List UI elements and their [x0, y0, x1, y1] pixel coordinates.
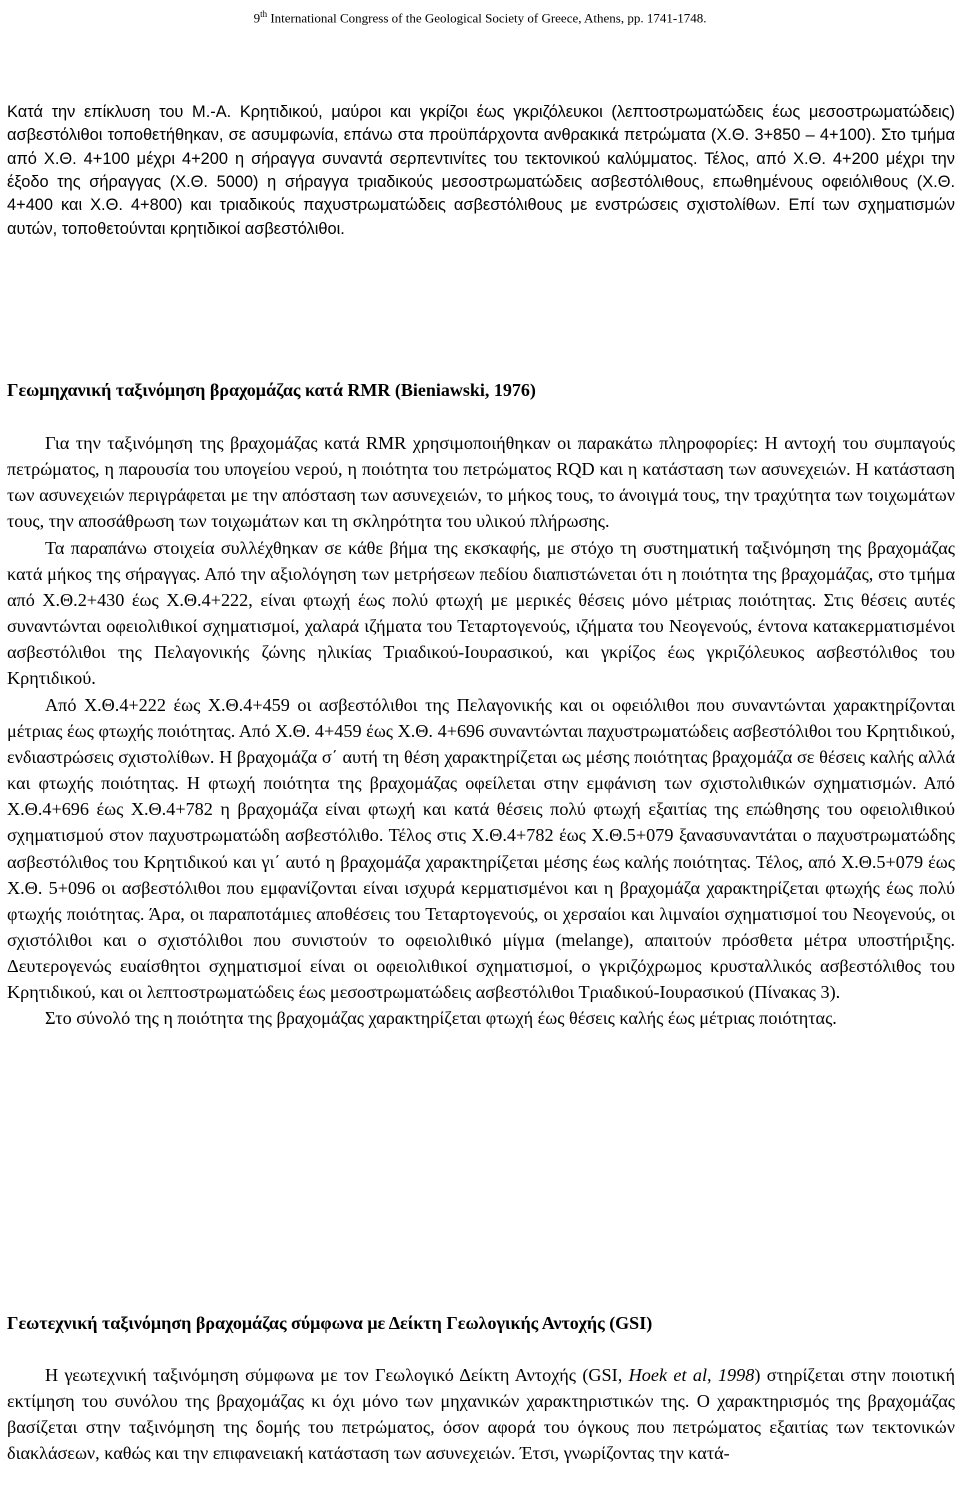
rmr-paragraph: Τα παραπάνω στοιχεία συλλέχθηκαν σε κάθε βήμα της εκσκαφής, με στόχο τη συστηματική ταξινόμηση της βραχομάζας κατά μήκος της σήραγγας. Από την αξιολόγηση των μετρήσεων πεδίου διαπιστώνεται ότι η ποιότητα της βραχομάζας, στο τμήμα από Χ.Θ.2+430 έως Χ.Θ.4+222, είναι φτωχή έως πολύ φτωχή με μερικές θέσεις μόνο μέτριας ποιότητας. Στις θέσεις αυτές συναντώνται οφειολιθικοί σχηματισμοί, χαλαρά ιζήματα του Τεταρτογενούς, ιζήματα του Νεογενούς, έντονα κατακερματισμένοι ασβεστόλιθοι της Πελαγονικής ζώνης ηλικίας Τριαδικού-Ιουρασικού, και γκρίζος έως γκριζόλευκος ασβεστόλιθος του Κρητιδικού.: [7, 537, 955, 689]
rmr-paragraph: Για την ταξινόμηση της βραχομάζας κατά RMR χρησιμοποιήθηκαν οι παρακάτω πληροφορίες: Η αντοχή του συμπαγούς πετρώματος, η παρουσία του υπογείου νερού, η ποιότητα του πετρώματος RQD και η κατάσταση των ασυνεχειών. Η κατάσταση των ασυνεχειών περιγράφεται με την απόσταση των ασυνεχειών, το μήκος τους, το άνοιγμά τους, την τραχύτητα των τοιχωμάτων τους, την αποσάθρωση των τοιχωμάτων και τη σκληρότητα του υλικού πλήρωσης.: [7, 433, 955, 532]
header-text: International Congress of the Geological Society of Greece, Athens, pp. 1741-1748.: [267, 10, 707, 26]
rmr-paragraph: Από Χ.Θ.4+222 έως Χ.Θ.4+459 οι ασβεστόλιθοι της Πελαγονικής και οι οφειόλιθοι που συναντώνται χαρακτηρίζονται μέτριας έως φτωχής ποιότητας. Από Χ.Θ. 4+459 έως Χ.Θ. 4+696 συναντώνται παχυστρωματώδεις ασβεστόλιθοι του Κρητιδικού, ενδιαστρώσεις σχιστολίθων. Η βραχομάζα σ΄ αυτή τη θέση χαρακτηρίζεται ως μέσης ποιότητας βραχομάζα σε θέσεις καλής αλλά και φτωχής ποιότητας. Η φτωχή ποιότητα της βραχομάζας οφείλεται στην εμφάνιση των σχιστολιθικών σχηματισμών. Από Χ.Θ.4+696 έως Χ.Θ.4+782 η βραχομάζα είναι φτωχή και κατά θέσεις πολύ φτωχή εξαιτίας της επώθησης του οφειολιθικού σχηματισμού στον παχυστρωματώδη ασβεστόλιθο. Τέλος στις Χ.Θ.4+782 έως Χ.Θ.5+079 ξανασυναντάται ο παχυστρωματώδης ασβεστόλιθος του Κρητιδικού και γι΄ αυτό η βραχομάζα χαρακτηρίζεται μέσης έως καλής ποιότητας. Τέλος, από Χ.Θ.5+079 έως Χ.Θ. 5+096 οι ασβεστόλιθοι που εμφανίζονται είναι ισχυρά κερματισμένοι και η βραχομάζα χαρακτηρίζεται φτωχής έως πολύ φτωχής ποιότητας. Άρα, οι παραποτάμιες αποθέσεις του Τεταρτογενούς, οι χερσαίοι και λιμναίοι σχηματισμοί του Νεογενούς, οι σχιστόλιθοι και ο σχιστόλιθοι που συνιστούν το οφειολιθικό μίγμα (melange), απαιτούν πρόσθετα μέτρα υποστήριξης. Δευτερογενώς ευαίσθητοι σχηματισμοί είναι οι οφειολιθικοί σχηματισμοί, ο γκριζόχρωμος κρυσταλλικός ασβεστόλιθος του Κρητιδικού, και οι λεπτοστρωματώδεις έως μεσοστρωματώδεις ασβεστόλιθοι Τριαδικού-Ιουρασικού (Πίνακας 3).: [7, 694, 955, 1003]
gsi-paragraph: [7, 1362, 955, 1467]
intro-paragraph: Κατά την επίκλυση του Μ.-Α. Κρητιδικού, μαύροι και γκρίζοι έως γκριζόλευκοι (λεπτοστρωματώδεις έως μεσοστρωματώδεις) ασβεστόλιθοι τοποθετήθηκαν, σε ασυμφωνία, επάνω στα προϋπάρχοντα ανθρακικά πετρώματα (Χ.Θ. 3+850 – 4+100). Στο τμήμα από Χ.Θ. 4+100 μέχρι 4+200 η σήραγγα συναντά σερπεντινίτες του τεκτονικού καλύμματος. Τέλος, από Χ.Θ. 4+200 μέχρι την έξοδο της σήραγγας (Χ.Θ. 5000) η σήραγγα τριαδικούς μεσοστρωματώδεις ασβεστόλιθους, επωθημένους οφειόλιθους (Χ.Θ. 4+400 και Χ.Θ. 4+800) και τριαδικούς παχυστρωματώδεις ασβεστόλιθους με ενστρώσεις σχιστολίθων. Επί των σχηματισμών αυτών, τοποθετούνται κρητιδικοί ασβεστόλιθοι.: [7, 103, 955, 238]
section-body-rmr: [7, 430, 955, 1032]
section-heading-gsi: Γεωτεχνική ταξινόμηση βραχομάζας σύμφωνα με Δείκτη Γεωλογικής Αντοχής (GSI): [7, 1313, 653, 1333]
running-header: [0, 6, 960, 26]
header-number: 9: [253, 10, 261, 26]
header-superscript: th: [260, 9, 268, 19]
gsi-text-after-ref: ) στηρίζεται στην ποιοτική εκτίμηση του συνόλου της βραχομάζας κι όχι μόνο των μηχανικών χαρακτηριστικών της. Ο χαρακτηρισμός της βραχομάζας βασίζεται στην ταξινόμηση της δομής του πετρώματος, όσον αφορά του όγκους που πετρώματος εξαιτίας των τεκτονικών διακλάσεων, καθώς και την επιφανειακή κατάσταση των ασυνεχειών. Έτσι, γνωρίζοντας την κατά-: [7, 1365, 955, 1464]
section-body-gsi: [7, 1362, 955, 1467]
gsi-citation: Hoek et al, 1998: [628, 1365, 755, 1385]
rmr-paragraph: Στο σύνολό της η ποιότητα της βραχομάζας χαρακτηρίζεται φτωχή έως θέσεις καλής έως μέτριας ποιότητας.: [45, 1008, 837, 1029]
section-heading-rmr: Γεωμηχανική ταξινόμηση βραχομάζας κατά RMR (Bieniawski, 1976): [7, 380, 536, 400]
gsi-text-before-ref: Η γεωτεχνική ταξινόμηση σύμφωνα με τον Γεωλογικό Δείκτη Αντοχής (GSI,: [45, 1365, 629, 1385]
